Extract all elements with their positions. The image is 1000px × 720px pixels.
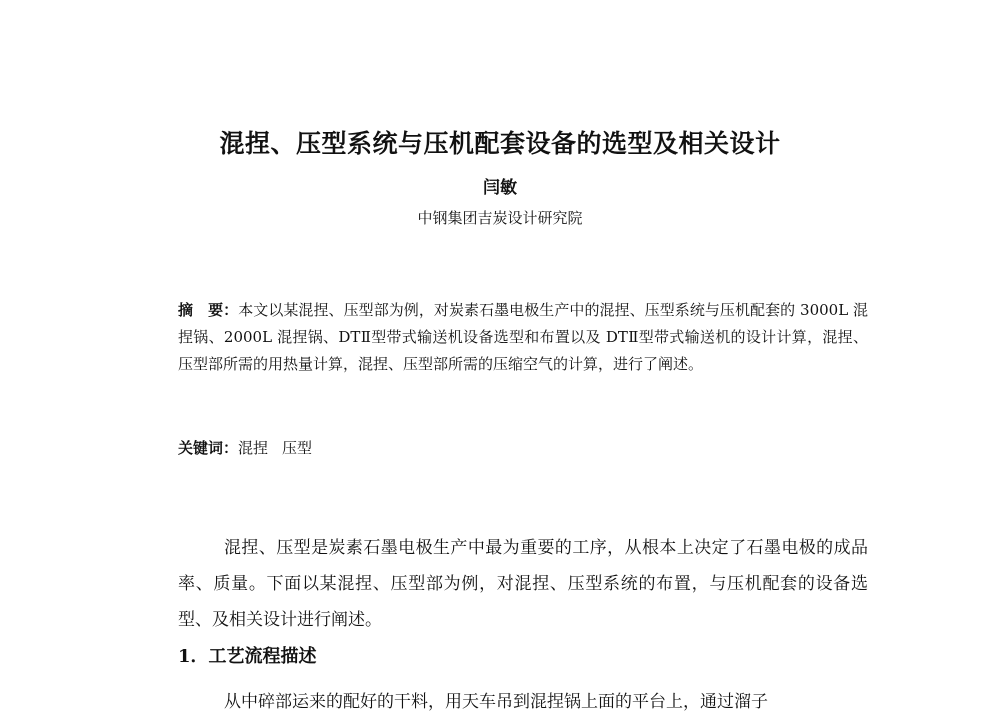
paper-author: 闫敏 <box>483 178 517 198</box>
keywords <box>178 436 326 460</box>
paper-title: 混捏、压型系统与压机配套设备的选型及相关设计 <box>219 129 781 158</box>
keywords-label: 关键词： <box>178 439 239 457</box>
paper-affiliation: 中钢集团吉炭设计研究院 <box>417 209 583 227</box>
keyword-item: 压型 <box>282 439 313 457</box>
keyword-item: 混捏 <box>238 439 269 457</box>
intro-paragraph: 混捏、压型是炭素石墨电极生产中最为重要的工序，从根本上决定了石墨电极的成品率、质量。下面以某混捏、压型部为例，对混捏、压型系统的布置，与压机配套的设备选型、及相关设计进行阐述。 <box>178 538 868 630</box>
section-heading: 1．工艺流程描述 <box>178 646 317 667</box>
section-body: 从中碎部运来的配好的干料，用天车吊到混捏锅上面的平台上，通过溜子 <box>224 692 768 712</box>
abstract-text: 本文以某混捏、压型部为例，对炭素石墨电极生产中的混捏、压型系统与压机配套的 3000L 混捏锅、2000L 混捏锅、DTⅡ型带式输送机设备选型和布置以及 DTⅡ型带式输送机的设计计算，混捏、压型部所需的用热量计算，混捏、压型部所需的压缩空气的计算，进行了阐述。 <box>178 301 868 373</box>
abstract-label: 摘 要： <box>178 301 239 319</box>
abstract <box>178 297 868 378</box>
